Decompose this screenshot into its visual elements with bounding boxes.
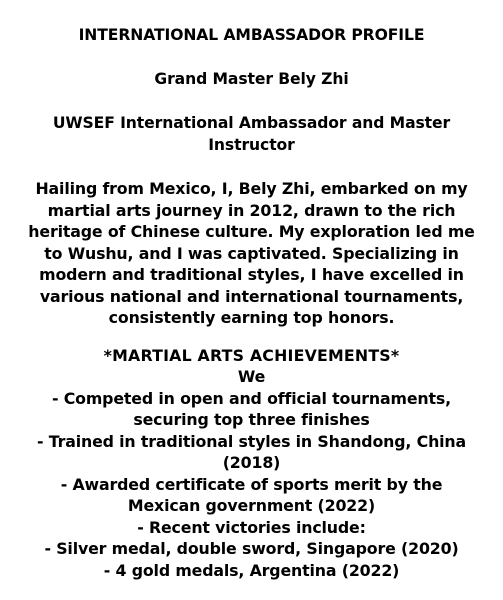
spacer bbox=[12, 156, 491, 178]
role-line: UWSEF International Ambassador and Master bbox=[52, 114, 451, 132]
achievements-list bbox=[12, 388, 491, 582]
bio-line: to Wushu, and I was captivated. Specializing in bbox=[44, 243, 459, 263]
ambassador-name: Grand Master Bely Zhi bbox=[154, 70, 349, 88]
achievement-line: Mexican government (2022) bbox=[127, 496, 376, 515]
bio-line: modern and traditional styles, I have excelled in bbox=[39, 265, 464, 284]
achievement-line: - Recent victories include: bbox=[137, 517, 366, 537]
bio-line: martial arts journey in 2012, drawn to the rich bbox=[47, 200, 456, 220]
achievement-line: - Trained in traditional styles in Shandong, China bbox=[36, 431, 467, 451]
achievement-line: - Competed in open and official tournaments, bbox=[51, 388, 452, 408]
bio-line: various national and international tournaments, bbox=[39, 286, 464, 306]
bio-line: Hailing from Mexico, I, Bely Zhi, embarked on my bbox=[35, 179, 468, 198]
achievement-line: - 4 gold medals, Argentina (2022) bbox=[103, 560, 400, 580]
document-title: INTERNATIONAL AMBASSADOR PROFILE bbox=[78, 26, 425, 44]
spacer bbox=[12, 329, 491, 345]
role-line: Instructor bbox=[208, 136, 295, 154]
bio-line: heritage of Chinese culture. My exploration led me bbox=[28, 222, 475, 241]
bio-paragraph bbox=[12, 178, 491, 329]
bio-line: consistently earning top honors. bbox=[108, 308, 395, 327]
achievement-line: securing top three finishes bbox=[133, 410, 370, 429]
achievement-line: - Silver medal, double sword, Singapore (2020) bbox=[44, 539, 459, 558]
spacer bbox=[12, 46, 491, 68]
spacer bbox=[12, 90, 491, 112]
achievement-line: (2018) bbox=[222, 453, 281, 472]
achievement-line: - Awarded certificate of sports merit by the bbox=[60, 474, 443, 494]
achievements-subtitle: We bbox=[237, 367, 266, 386]
achievements-title: *MARTIAL ARTS ACHIEVEMENTS* bbox=[103, 345, 400, 365]
